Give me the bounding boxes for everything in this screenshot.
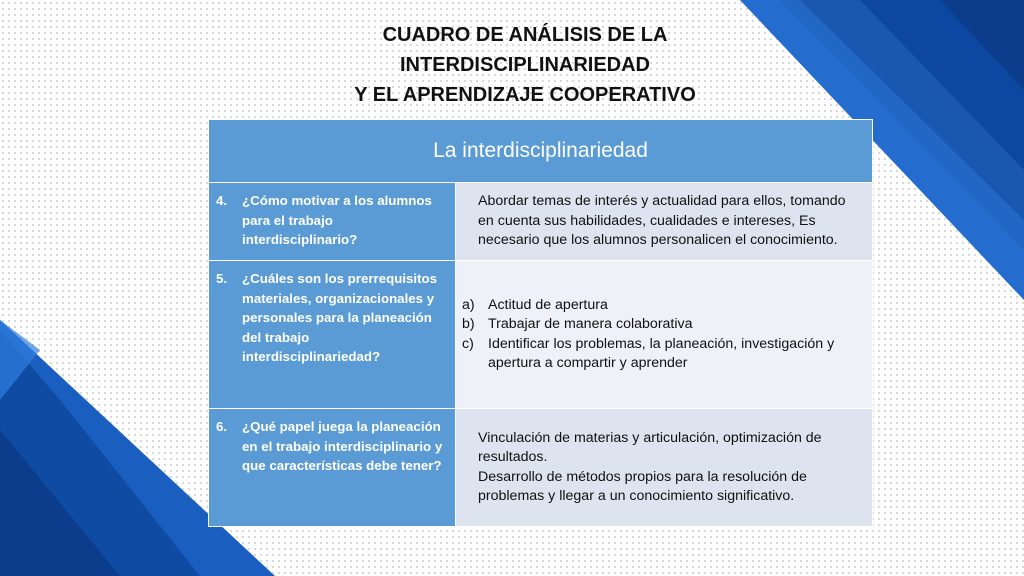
table-row: [209, 183, 873, 261]
answer-line-2: Desarrollo de métodos propios para la resolución de problemas y llegar a un conocimiento significativo.: [478, 468, 807, 504]
answer-list: [456, 296, 872, 374]
title-line-2: INTERDISCIPLINARIEDAD: [399, 54, 650, 76]
title-line-3: Y EL APRENDIZAJE COOPERATIVO: [354, 84, 696, 106]
page-title: [262, 20, 788, 110]
list-item-label: b): [462, 316, 475, 332]
question-number: 6.: [216, 419, 228, 434]
list-item: [462, 296, 862, 316]
list-item-text: Identificar los problemas, la planeación, investigación y apertura a compartir y aprender: [488, 335, 835, 371]
answer-cell: [456, 183, 873, 261]
table-row: [209, 261, 873, 409]
analysis-table: [208, 119, 873, 527]
answer-line-1: Vinculación de materias y articulación, optimización de resultados.: [478, 429, 822, 465]
list-item: [462, 315, 862, 335]
question-number: 4.: [216, 193, 228, 208]
list-item-text: Trabajar de manera colaborativa: [488, 316, 693, 332]
question-cell: [209, 261, 456, 409]
question-text: ¿Qué papel juega la planeación en el trabajo interdisciplinario y que características debe tener?: [242, 419, 443, 473]
question-text: ¿Cuáles son los prerrequisitos materiales, organizacionales y personales para la planeación del trabajo interdisciplinariedad?: [242, 271, 438, 364]
question-number: 5.: [216, 271, 228, 286]
table-header-row: [209, 120, 873, 183]
answer-cell: [456, 261, 873, 409]
list-item-text: Actitud de apertura: [488, 296, 608, 313]
answer-text: [456, 429, 872, 507]
answer-cell: [456, 409, 873, 527]
answer-text: Abordar temas de interés y actualidad para ellos, tomando en cuenta sus habilidades, cualidades e intereses, Es necesario que los alumnos personalicen el conocimiento.: [478, 193, 846, 249]
list-item-label: c): [462, 335, 474, 352]
question-cell: [209, 409, 456, 527]
table-header: La interdisciplinariedad: [209, 120, 873, 183]
table-row: [209, 409, 873, 527]
title-line-1: CUADRO DE ANÁLISIS DE LA: [382, 24, 668, 46]
list-item-label: a): [462, 296, 475, 313]
question-cell: [209, 183, 456, 261]
list-item: [462, 335, 862, 374]
question-text: ¿Cómo motivar a los alumnos para el trabajo interdisciplinario?: [242, 193, 432, 247]
